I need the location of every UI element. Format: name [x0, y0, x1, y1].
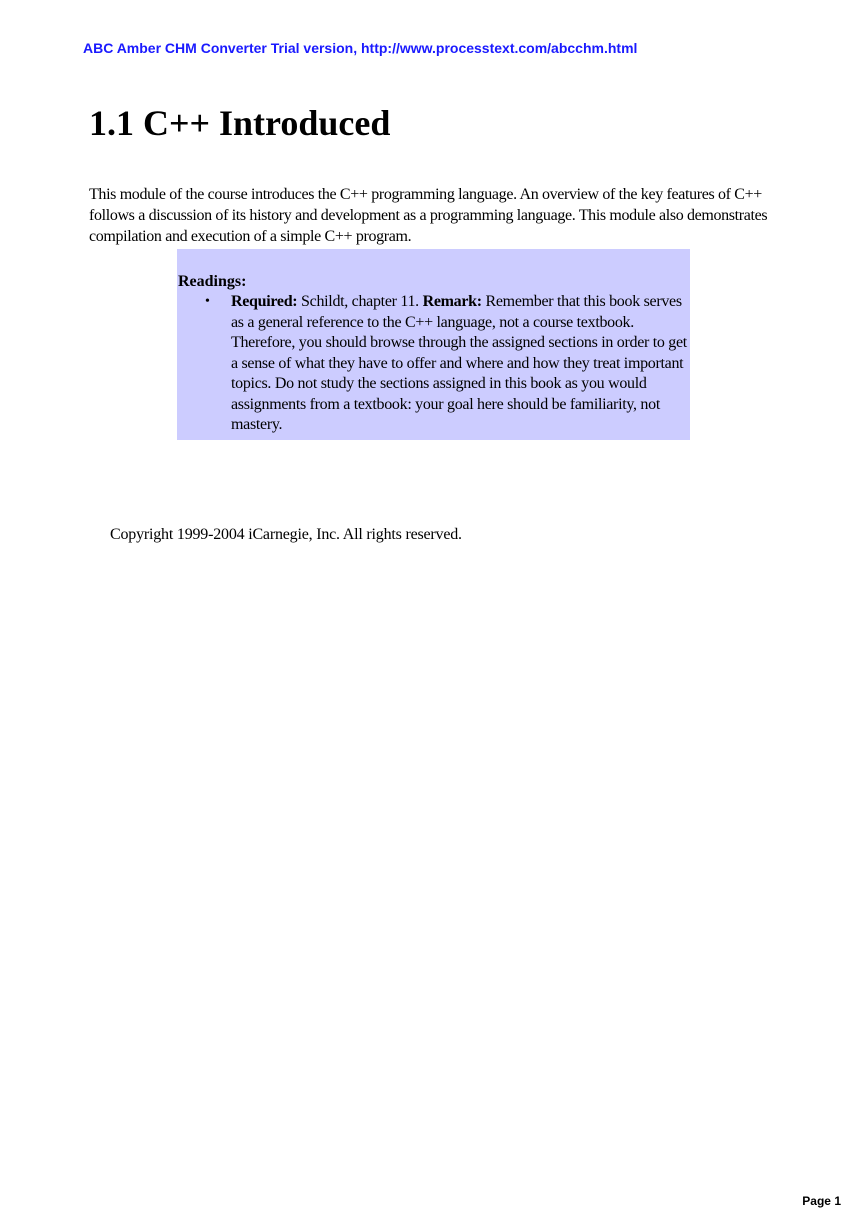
page-title: 1.1 C++ Introduced	[89, 103, 391, 143]
readings-list	[177, 292, 689, 436]
required-text: Schildt, chapter 11.	[301, 293, 419, 310]
trial-banner: ABC Amber CHM Converter Trial version, http://www.processtext.com/abcchm.html	[83, 40, 638, 56]
page-number: Page 1	[802, 1194, 841, 1208]
intro-paragraph: This module of the course introduces the C++ programming language. An overview of the key features of C++ follows a discussion of its history and development as a programming language. This module also demonstrates compilation and execution of a simple C++ program.	[89, 186, 768, 245]
remark-text: Remember that this book serves as a general reference to the C++ language, not a course textbook. Therefore, you should browse through the assigned sections in order to get a sense of what they have to offer and where and how they treat important topics. Do not study the sections assigned in this book as you would assignments from a textbook: your goal here should be familiarity, not mastery.	[231, 293, 687, 433]
reading-item	[177, 292, 689, 436]
remark-label: Remark:	[422, 293, 482, 310]
copyright-notice: Copyright 1999-2004 iCarnegie, Inc. All rights reserved.	[110, 526, 462, 543]
required-label: Required:	[231, 293, 298, 310]
bullet-icon: •	[205, 294, 210, 309]
readings-box	[177, 249, 690, 440]
readings-heading: Readings:	[178, 273, 247, 290]
